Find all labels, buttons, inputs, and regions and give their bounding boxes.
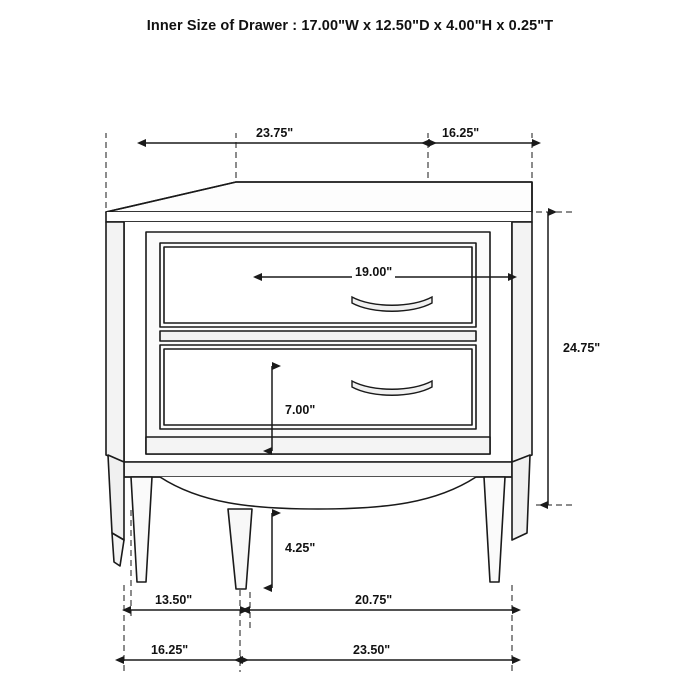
dimension-label-bottom-width: 23.50" bbox=[350, 643, 393, 657]
nightstand-body bbox=[106, 182, 532, 589]
dimension-label-leg-height: 4.25" bbox=[282, 541, 318, 555]
dimension-label-drawer-width: 19.00" bbox=[352, 265, 395, 279]
dimension-label-base-depth: 13.50" bbox=[152, 593, 195, 607]
dimension-label-base-width: 20.75" bbox=[352, 593, 395, 607]
page-title: Inner Size of Drawer : 17.00"W x 12.50"D x 4.00"H x 0.25"T bbox=[146, 18, 554, 34]
dimension-label-overall-height: 24.75" bbox=[560, 341, 603, 355]
dimension-label-top-left-width: 23.75" bbox=[253, 126, 296, 140]
dimension-label-top-right-depth: 16.25" bbox=[439, 126, 482, 140]
dimension-label-drawer-height: 7.00" bbox=[282, 403, 318, 417]
dimension-label-bottom-depth: 16.25" bbox=[148, 643, 191, 657]
